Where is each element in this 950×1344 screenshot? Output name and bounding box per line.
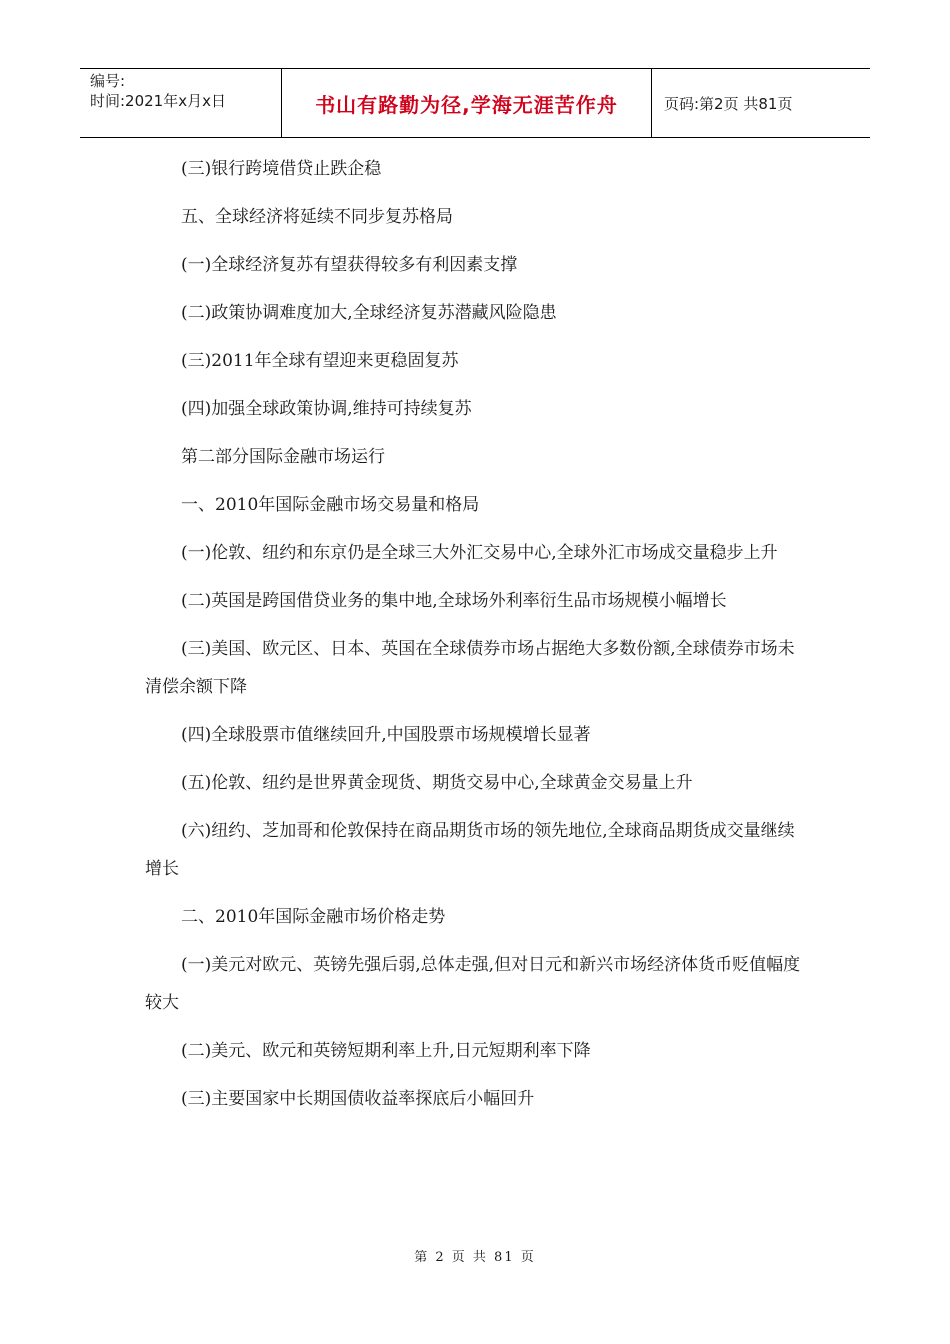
header-page-cell: [652, 69, 870, 137]
paragraph: (二)英国是跨国借贷业务的集中地,全球场外利率衍生品市场规模小幅增长: [181, 591, 727, 611]
paragraph: 五、全球经济将延续不同步复苏格局: [181, 207, 453, 227]
paragraph: 第二部分国际金融市场运行: [181, 447, 385, 467]
paragraph: (三)银行跨境借贷止跌企稳: [181, 159, 382, 179]
paragraph: (二)美元、欧元和英镑短期利率上升,日元短期利率下降: [181, 1041, 591, 1061]
paragraph: (二)政策协调难度加大,全球经济复苏潜藏风险隐患: [181, 303, 557, 323]
page-footer: [0, 1246, 950, 1265]
paragraph: 一、2010年国际金融市场交易量和格局: [181, 495, 480, 515]
paragraph: (一)美元对欧元、英镑先强后弱,总体走强,但对日元和新兴市场经济体货币贬值幅度较大: [145, 955, 801, 1013]
paragraph: (三)美国、欧元区、日本、英国在全球债券市场占据绝大多数份额,全球债券市场未清偿余额下降: [145, 639, 795, 697]
header-meta-cell: [80, 69, 282, 137]
number-label: 编号:: [90, 72, 126, 90]
footer-page-number: 第 2 页 共 81 页: [414, 1250, 536, 1265]
paragraph: (四)全球股票市值继续回升,中国股票市场规模增长显著: [181, 725, 591, 745]
paragraph: (三)主要国家中长期国债收益率探底后小幅回升: [181, 1089, 535, 1109]
motto-text: 书山有路勤为径,学海无涯苦作舟: [315, 92, 618, 117]
header-motto-cell: [282, 69, 652, 137]
paragraph: (四)加强全球政策协调,维持可持续复苏: [181, 399, 472, 419]
document-body: [145, 150, 810, 1128]
time-label: 时间:2021年x月x日: [90, 92, 226, 110]
document-header: [80, 68, 870, 138]
paragraph: (一)全球经济复苏有望获得较多有利因素支撑: [181, 255, 518, 275]
paragraph: (一)伦敦、纽约和东京仍是全球三大外汇交易中心,全球外汇市场成交量稳步上升: [181, 543, 778, 563]
paragraph: 二、2010年国际金融市场价格走势: [181, 907, 446, 927]
page-info: 页码:第2页 共81页: [664, 94, 793, 113]
paragraph: (五)伦敦、纽约是世界黄金现货、期货交易中心,全球黄金交易量上升: [181, 773, 693, 793]
paragraph: (六)纽约、芝加哥和伦敦保持在商品期货市场的领先地位,全球商品期货成交量继续增长: [145, 821, 795, 879]
paragraph: (三)2011年全球有望迎来更稳固复苏: [181, 351, 459, 371]
